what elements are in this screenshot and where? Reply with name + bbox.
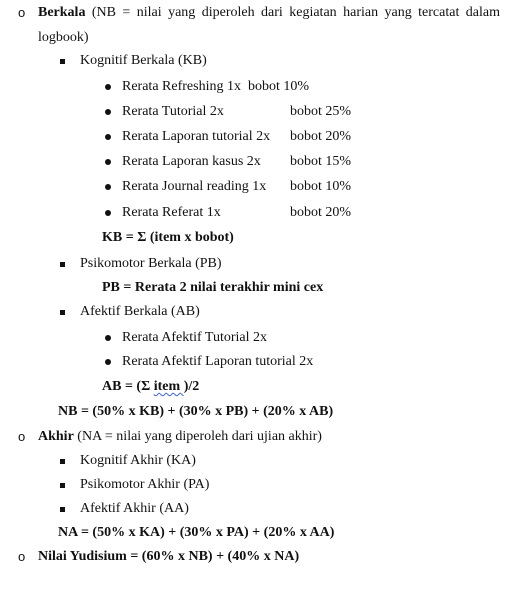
dot-bullet bbox=[105, 109, 111, 115]
kb-item-weight: bobot 20% bbox=[290, 129, 352, 144]
kb-item-weight: bobot 10% bbox=[290, 179, 352, 194]
akhir-item: Kognitif Akhir (KA) bbox=[80, 453, 196, 468]
kb-item-weight: bobot 25% bbox=[290, 104, 352, 119]
square-bullet-pb bbox=[60, 262, 65, 267]
ab-heading: Afektif Berkala (AB) bbox=[80, 304, 200, 319]
dot-bullet bbox=[105, 159, 111, 165]
akhir-item: Psikomotor Akhir (PA) bbox=[80, 477, 210, 492]
bullet-berkala: o bbox=[18, 5, 26, 20]
dot-bullet bbox=[105, 84, 111, 90]
akhir-heading-line bbox=[38, 428, 322, 446]
square-bullet bbox=[60, 507, 65, 512]
ab-formula-item: item bbox=[153, 379, 184, 394]
nb-formula: NB = (50% x KB) + (30% x PB) + (20% x AB) bbox=[58, 404, 334, 419]
kb-formula: KB = Σ (item x bobot) bbox=[102, 230, 234, 245]
kb-item-label: Rerata Referat 1x bbox=[122, 205, 221, 220]
bullet-akhir: o bbox=[18, 429, 26, 444]
yudisium-formula: Nilai Yudisium = (60% x NB) + (40% x NA) bbox=[38, 549, 300, 564]
dot-bullet bbox=[105, 359, 111, 365]
ab-formula bbox=[102, 378, 199, 396]
na-formula: NA = (50% x KA) + (30% x PA) + (20% x AA) bbox=[58, 525, 335, 540]
berkala-heading-line bbox=[38, 4, 500, 22]
berkala-description: (NB = nilai yang diperoleh dari kegiatan harian yang tercatat dalam bbox=[91, 5, 500, 20]
berkala-description-cont: logbook) bbox=[38, 30, 89, 45]
dot-bullet bbox=[105, 134, 111, 140]
kb-heading: Kognitif Berkala (KB) bbox=[80, 53, 207, 68]
ab-formula-pre: AB = (Σ bbox=[102, 379, 154, 394]
kb-item-label: Rerata Laporan tutorial 2x bbox=[122, 129, 271, 144]
square-bullet-kb bbox=[60, 59, 65, 64]
square-bullet bbox=[60, 459, 65, 464]
akhir-title: Akhir bbox=[38, 429, 74, 444]
kb-item-label: Rerata Laporan kasus 2x bbox=[122, 154, 261, 169]
dot-bullet bbox=[105, 184, 111, 190]
kb-item-weight: bobot 15% bbox=[290, 154, 352, 169]
kb-item-weight: bobot 20% bbox=[290, 205, 352, 220]
akhir-description: (NA = nilai yang diperoleh dari ujian akhir) bbox=[77, 429, 322, 444]
ab-formula-post: )/2 bbox=[183, 379, 200, 394]
square-bullet-ab bbox=[60, 310, 65, 315]
dot-bullet bbox=[105, 210, 111, 216]
kb-item-weight: bobot 10% bbox=[248, 79, 310, 94]
pb-heading: Psikomotor Berkala (PB) bbox=[80, 256, 222, 271]
kb-item-label: Rerata Refreshing 1x bbox=[122, 79, 241, 94]
kb-item-label: Rerata Tutorial 2x bbox=[122, 104, 224, 119]
berkala-title: Berkala bbox=[38, 5, 86, 20]
kb-item-label: Rerata Journal reading 1x bbox=[122, 179, 267, 194]
ab-item: Rerata Afektif Laporan tutorial 2x bbox=[122, 354, 314, 369]
dot-bullet bbox=[105, 335, 111, 341]
square-bullet bbox=[60, 483, 65, 488]
bullet-yudisium: o bbox=[18, 549, 26, 564]
ab-item: Rerata Afektif Tutorial 2x bbox=[122, 330, 268, 345]
pb-formula: PB = Rerata 2 nilai terakhir mini cex bbox=[102, 280, 324, 295]
akhir-item: Afektif Akhir (AA) bbox=[80, 501, 189, 516]
